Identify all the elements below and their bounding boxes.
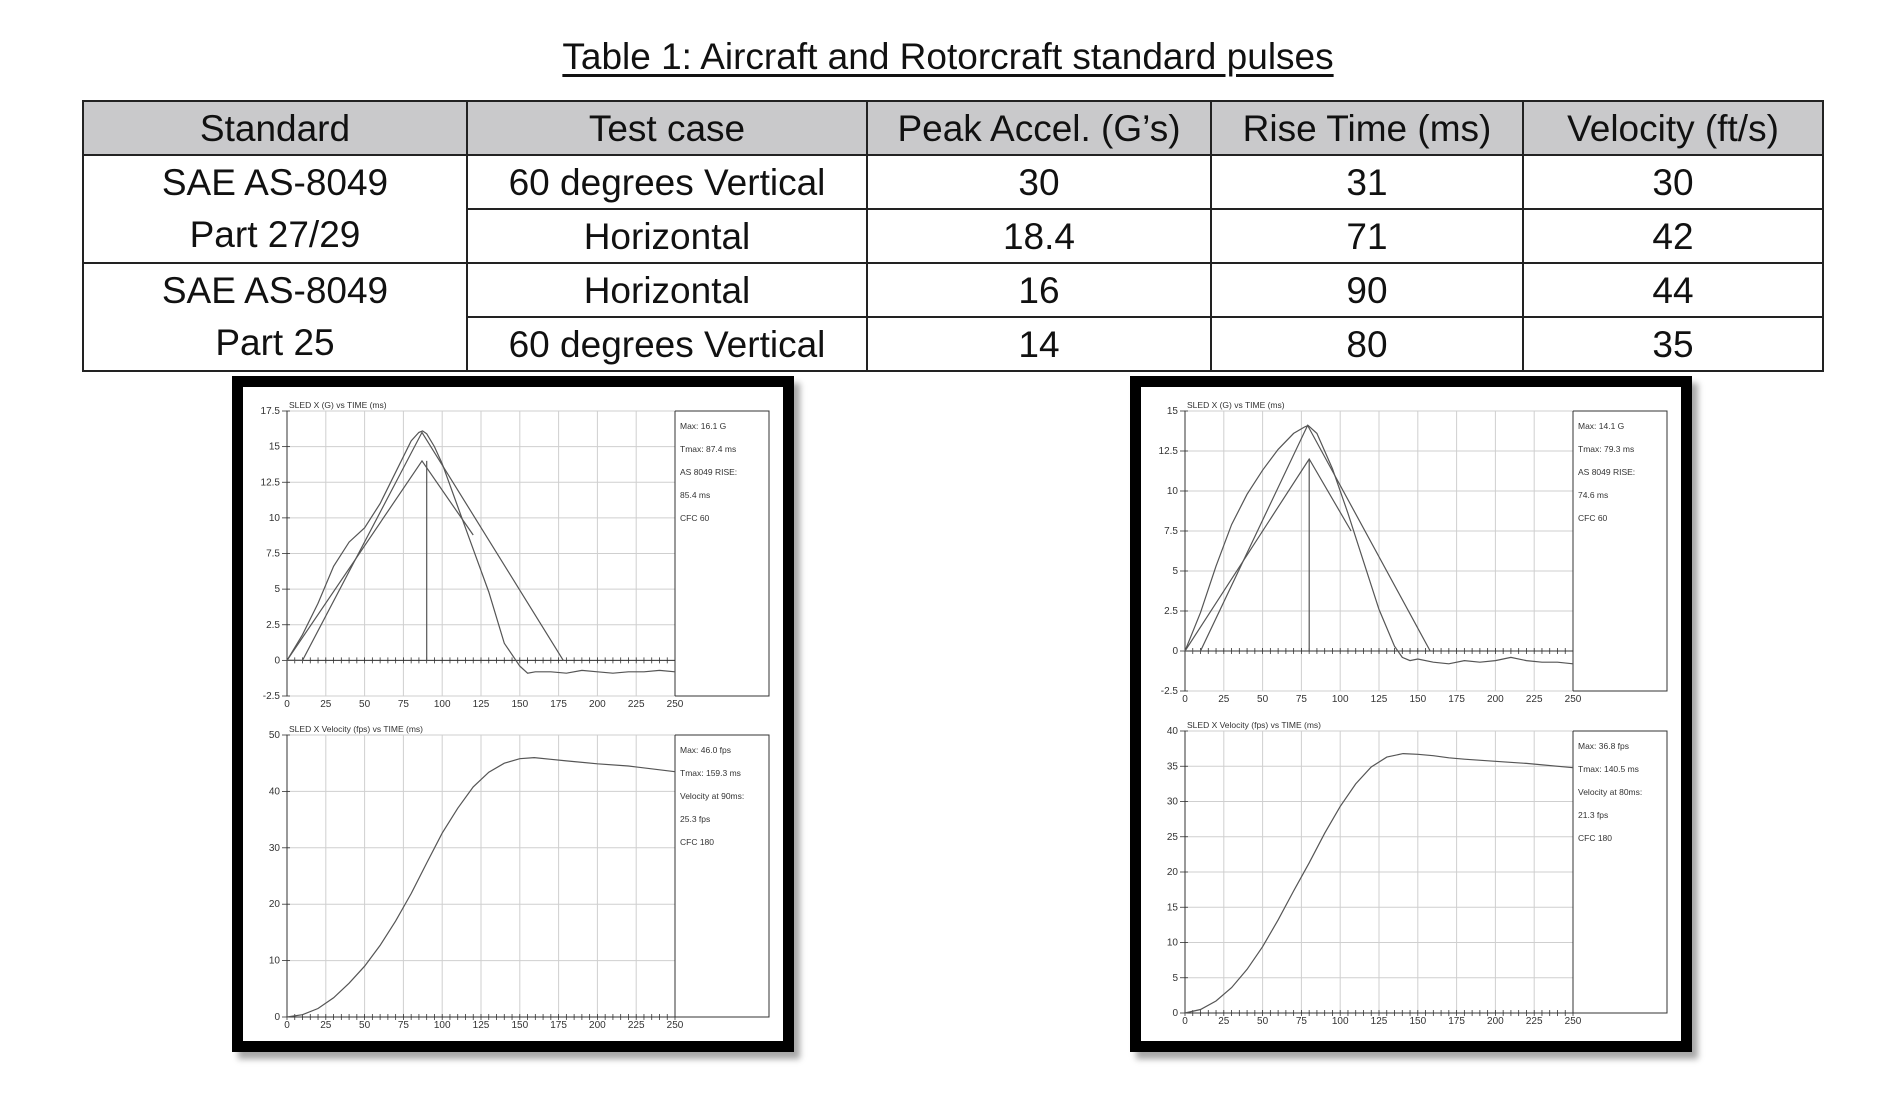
header-peak-accel: Peak Accel. (G’s): [867, 101, 1211, 155]
peak-accel-cell: 14: [867, 317, 1211, 371]
table-row: [83, 263, 1823, 317]
y-tick-label: 20: [268, 899, 280, 911]
x-tick-label: 75: [1295, 1016, 1307, 1027]
test-case-cell: Horizontal: [467, 209, 867, 263]
x-tick-label: 200: [589, 699, 606, 710]
chart-annotation: Tmax: 140.5 ms: [1578, 764, 1639, 774]
chart-panel: [269, 724, 769, 1031]
chart-title: SLED X Velocity (fps) vs TIME (ms): [289, 724, 423, 734]
velocity-cell: 35: [1523, 317, 1823, 371]
table-row: [83, 155, 1823, 209]
x-tick-label: 25: [1218, 694, 1230, 705]
standard-cell: [83, 155, 467, 263]
y-tick-label: 0: [1172, 1008, 1178, 1019]
x-tick-label: 0: [1182, 694, 1188, 705]
y-tick-label: 2.5: [1164, 606, 1178, 617]
x-tick-label: 200: [1487, 694, 1504, 705]
chart-annotation: CFC 60: [680, 513, 710, 523]
chart-frame-part25: [1130, 376, 1692, 1052]
chart-annotation: Max: 16.1 G: [680, 421, 727, 431]
chart-annotation: CFC 180: [680, 837, 715, 847]
chart-annotation: 21.3 fps: [1578, 810, 1609, 820]
standard-line: SAE AS-8049: [161, 270, 389, 312]
chart-image-part27: [243, 387, 783, 1041]
standard-cell: [83, 263, 467, 371]
x-tick-label: 150: [511, 699, 529, 710]
y-tick-label: 2.5: [266, 619, 280, 631]
x-tick-label: 100: [433, 699, 451, 710]
x-tick-label: 75: [1295, 694, 1307, 705]
x-tick-label: 150: [1409, 1016, 1427, 1027]
chart-title: SLED X (G) vs TIME (ms): [1187, 400, 1285, 410]
chart-title: SLED X Velocity (fps) vs TIME (ms): [1187, 720, 1321, 730]
chart-annotation: AS 8049 RISE:: [680, 467, 738, 477]
x-tick-label: 25: [320, 699, 332, 710]
x-tick-label: 50: [359, 699, 371, 710]
y-tick-label: 7.5: [1164, 526, 1178, 537]
chart-panel: [261, 400, 769, 710]
peak-accel-cell: 18.4: [867, 209, 1211, 263]
standard-line: Part 27/29: [189, 214, 361, 255]
chart-panel: [1167, 720, 1667, 1027]
x-tick-label: 125: [1370, 694, 1388, 705]
chart-annotation: Velocity at 90ms:: [680, 791, 745, 801]
standard-line: Part 25: [215, 322, 335, 363]
test-case-cell: 60 degrees Vertical: [467, 317, 867, 371]
chart-annotation: 85.4 ms: [680, 490, 711, 500]
y-tick-label: 15: [1166, 902, 1178, 914]
rise-time-cell: 80: [1211, 317, 1523, 371]
x-tick-label: 225: [1525, 1016, 1543, 1027]
x-tick-label: 0: [284, 1020, 290, 1031]
chart-title: SLED X (G) vs TIME (ms): [289, 400, 387, 410]
test-case-cell: Horizontal: [467, 263, 867, 317]
x-tick-label: 75: [397, 699, 409, 710]
x-tick-label: 225: [627, 699, 645, 710]
test-case-cell: 60 degrees Vertical: [467, 155, 867, 209]
x-tick-label: 225: [627, 1020, 645, 1031]
y-tick-label: 5: [274, 584, 280, 596]
standard-line: SAE AS-8049: [161, 162, 389, 204]
rise-time-cell: 71: [1211, 209, 1523, 263]
x-tick-label: 250: [1564, 1016, 1582, 1027]
y-tick-label: 10: [1166, 486, 1178, 497]
x-tick-label: 175: [550, 1020, 567, 1031]
header-test-case: Test case: [467, 101, 867, 155]
y-tick-label: 10: [1166, 937, 1178, 949]
y-tick-label: 10: [268, 955, 280, 967]
velocity-cell: 44: [1523, 263, 1823, 317]
y-tick-label: 0: [274, 655, 280, 667]
x-tick-label: 200: [589, 1020, 606, 1031]
chart-annotation: Max: 14.1 G: [1578, 421, 1625, 431]
y-tick-label: 50: [268, 730, 280, 741]
x-tick-label: 50: [1257, 694, 1269, 705]
chart-annotation: Velocity at 80ms:: [1578, 787, 1643, 797]
chart-annotation: 25.3 fps: [680, 814, 711, 824]
x-tick-label: 175: [1448, 694, 1465, 705]
y-tick-label: 40: [1166, 726, 1178, 737]
y-tick-label: 35: [1166, 761, 1178, 773]
x-tick-label: 125: [1370, 1016, 1388, 1027]
chart-annotation: CFC 60: [1578, 513, 1608, 523]
x-tick-label: 100: [1331, 694, 1349, 705]
peak-accel-cell: 30: [867, 155, 1211, 209]
chart-annotation: AS 8049 RISE:: [1578, 467, 1636, 477]
header-standard: Standard: [83, 101, 467, 155]
x-tick-label: 250: [666, 699, 684, 710]
x-tick-label: 0: [284, 699, 290, 710]
y-tick-label: 5: [1172, 972, 1178, 984]
x-tick-label: 150: [511, 1020, 529, 1031]
x-tick-label: 175: [550, 699, 567, 710]
x-tick-label: 50: [1257, 1016, 1269, 1027]
x-tick-label: 250: [666, 1020, 684, 1031]
peak-accel-cell: 16: [867, 263, 1211, 317]
y-tick-label: 25: [1166, 831, 1178, 843]
x-tick-label: 0: [1182, 1016, 1188, 1027]
x-tick-label: 100: [433, 1020, 451, 1031]
x-tick-label: 125: [472, 1020, 490, 1031]
y-tick-label: 15: [1166, 406, 1178, 417]
x-tick-label: 225: [1525, 694, 1543, 705]
y-tick-label: 5: [1172, 566, 1178, 577]
document-title: Table 1: Aircraft and Rotorcraft standard pulses: [562, 36, 1334, 77]
x-tick-label: 50: [359, 1020, 371, 1031]
y-tick-label: -2.5: [262, 691, 280, 702]
x-tick-label: 25: [320, 1020, 332, 1031]
y-tick-label: 10: [268, 512, 280, 524]
y-tick-label: 20: [1166, 867, 1178, 878]
x-tick-label: 125: [472, 699, 490, 710]
rise-time-cell: 31: [1211, 155, 1523, 209]
chart-annotation: Tmax: 159.3 ms: [680, 768, 741, 778]
y-tick-label: 12.5: [1158, 446, 1178, 457]
y-tick-label: -2.5: [1160, 686, 1178, 697]
y-tick-label: 15: [268, 441, 280, 453]
chart-annotation: 74.6 ms: [1578, 490, 1609, 500]
chart-image-part25: [1141, 387, 1681, 1041]
y-tick-label: 40: [268, 786, 280, 798]
x-tick-label: 175: [1448, 1016, 1465, 1027]
x-tick-label: 200: [1487, 1016, 1504, 1027]
y-tick-label: 7.5: [266, 548, 280, 560]
y-tick-label: 12.5: [260, 477, 280, 489]
table-header-row: [83, 101, 1823, 155]
header-rise-time: Rise Time (ms): [1211, 101, 1523, 155]
x-tick-label: 25: [1218, 1016, 1230, 1027]
y-tick-label: 0: [274, 1012, 280, 1023]
velocity-cell: 30: [1523, 155, 1823, 209]
y-tick-label: 17.5: [260, 406, 280, 417]
y-tick-label: 30: [268, 842, 280, 854]
rise-time-cell: 90: [1211, 263, 1523, 317]
velocity-cell: 42: [1523, 209, 1823, 263]
chart-frame-part27: [232, 376, 794, 1052]
x-tick-label: 100: [1331, 1016, 1349, 1027]
chart-annotation: Max: 36.8 fps: [1578, 741, 1630, 751]
chart-annotation: Tmax: 87.4 ms: [680, 444, 737, 454]
y-tick-label: 30: [1166, 796, 1178, 808]
standard-pulses-table: [82, 100, 1824, 372]
y-tick-label: 0: [1172, 646, 1178, 657]
chart-panel: [1159, 400, 1667, 705]
x-tick-label: 75: [397, 1020, 409, 1031]
chart-annotation: Max: 46.0 fps: [680, 745, 732, 755]
chart-annotation: Tmax: 79.3 ms: [1578, 444, 1635, 454]
x-tick-label: 150: [1409, 694, 1427, 705]
x-tick-label: 250: [1564, 694, 1582, 705]
chart-annotation: CFC 180: [1578, 833, 1613, 843]
header-velocity: Velocity (ft/s): [1523, 101, 1823, 155]
